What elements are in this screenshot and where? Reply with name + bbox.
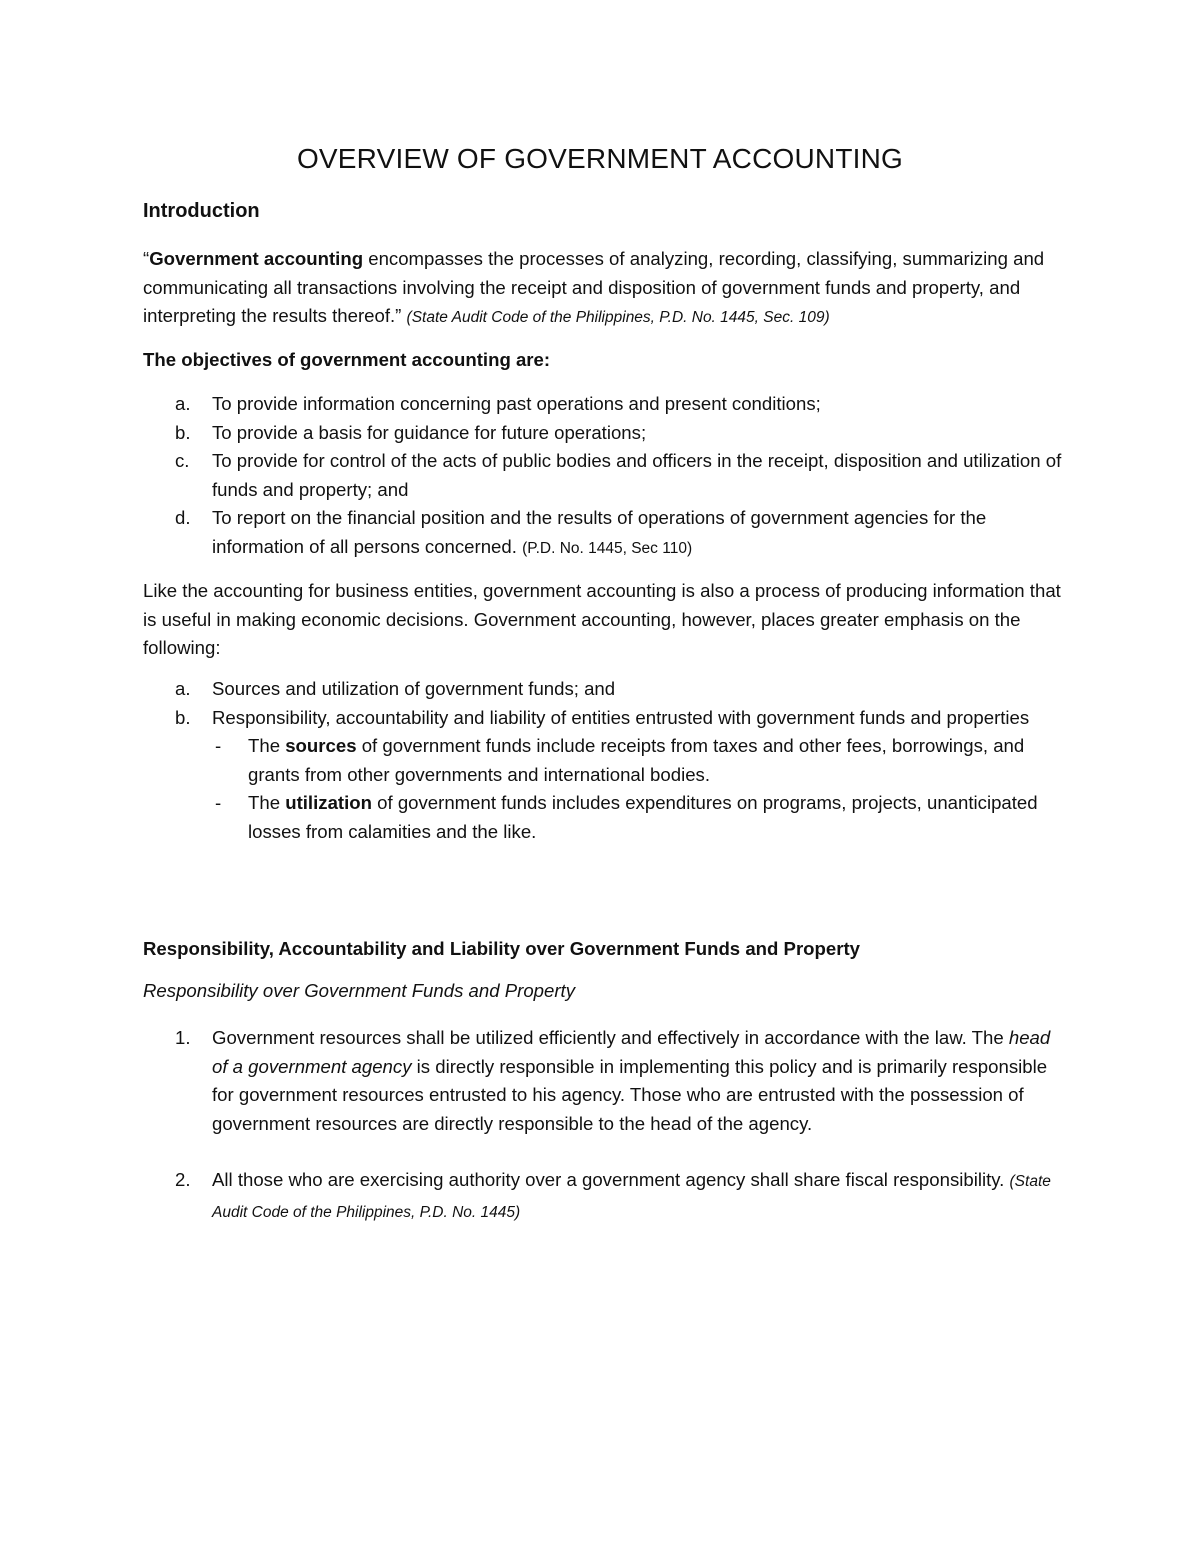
responsibility-text: is directly responsible in implementing this policy and is primarily responsible for government resources entrusted to his agency. Those who are entrusted with the possession of government resources are directly responsible to the head of the agency.	[212, 1055, 1048, 1134]
objective-text: To provide for control of the acts of public bodies and officers in the receipt, disposition and utilization of funds and property; and	[212, 450, 1062, 500]
sublist-term: utilization	[285, 792, 372, 813]
sublist-text: The	[248, 735, 286, 756]
responsibility-item	[143, 1024, 1063, 1138]
sublist-term: sources	[285, 735, 357, 756]
emphasized-term: head of a government agency	[212, 1027, 1051, 1077]
list-marker: a.	[175, 678, 191, 699]
dash-marker: -	[215, 735, 222, 756]
responsibility-heading: Responsibility, Accountability and Liability over Government Funds and Property	[143, 938, 861, 959]
objectives-heading: The objectives of government accounting are:	[143, 349, 551, 370]
responsibility-list	[143, 1024, 1063, 1227]
document-title: OVERVIEW OF GOVERNMENT ACCOUNTING	[296, 143, 904, 174]
introduction-heading: Introduction	[143, 200, 260, 222]
citation: (State Audit Code of the Philippines, P.D. No. 1445)	[212, 1173, 1051, 1221]
objective-text: To provide information concerning past operations and present conditions;	[212, 393, 821, 414]
responsibility-subheading: Responsibility over Government Funds and Property	[143, 980, 575, 1001]
list-marker: a.	[175, 393, 191, 414]
objective-text: To report on the financial position and the results of operations of government agencies for the information of all persons concerned.	[212, 507, 987, 557]
list-marker: 2.	[175, 1169, 191, 1190]
emphasis-item	[143, 675, 1063, 704]
citation: (State Audit Code of the Philippines, P.D. No. 1445, Sec. 109)	[406, 309, 830, 326]
sublist-text: of government funds includes expenditures on programs, projects, unanticipated losses from calamities and the like.	[248, 792, 1038, 842]
objective-item	[143, 390, 1063, 419]
sublist-item	[212, 732, 1063, 789]
introduction-paragraph	[143, 245, 1063, 333]
objective-text: To provide a basis for guidance for future operations;	[212, 421, 647, 443]
sublist-text: of government funds include receipts from taxes and other fees, borrowings, and grants from other governments and international bodies.	[248, 735, 1025, 785]
list-marker: c.	[175, 450, 190, 471]
citation: (P.D. No. 1445, Sec 110)	[522, 539, 693, 557]
dash-marker: -	[215, 792, 222, 813]
objective-item	[143, 447, 1063, 504]
emphasis-paragraph: Like the accounting for business entities, government accounting is also a process of producing information that is useful in making economic decisions. Government accounting, however, places greater emphasis on the following:	[143, 580, 1061, 658]
list-marker: b.	[175, 421, 191, 443]
sublist-item	[212, 789, 1063, 846]
list-marker: d.	[175, 507, 191, 528]
responsibility-text: All those who are exercising authority over a government agency shall share fiscal responsibility.	[212, 1169, 1010, 1190]
emphasis-list	[143, 675, 1063, 846]
definition-text: encompasses the processes of analyzing, recording, classifying, summarizing and communicating all transactions involving the receipt and disposition of government funds and property, and interpreting the results thereof.”	[143, 248, 1045, 326]
emphasis-item	[143, 704, 1063, 847]
emphasis-sublist	[212, 732, 1063, 846]
list-marker: 1.	[175, 1027, 191, 1048]
responsibility-item	[143, 1166, 1063, 1227]
sublist-text: The	[248, 792, 286, 813]
quote-mark: “	[143, 248, 150, 269]
responsibility-text: Government resources shall be utilized efficiently and effectively in accordance with the law. The	[212, 1027, 1009, 1048]
emphasis-text: Sources and utilization of government funds; and	[212, 678, 616, 699]
objective-item	[143, 504, 1063, 563]
emphasis-text: Responsibility, accountability and liability of entities entrusted with government funds and properties	[212, 706, 1030, 728]
list-marker: b.	[175, 706, 191, 728]
objectives-list	[143, 390, 1063, 563]
defined-term: Government accounting	[149, 248, 364, 269]
objective-item	[143, 419, 1063, 448]
